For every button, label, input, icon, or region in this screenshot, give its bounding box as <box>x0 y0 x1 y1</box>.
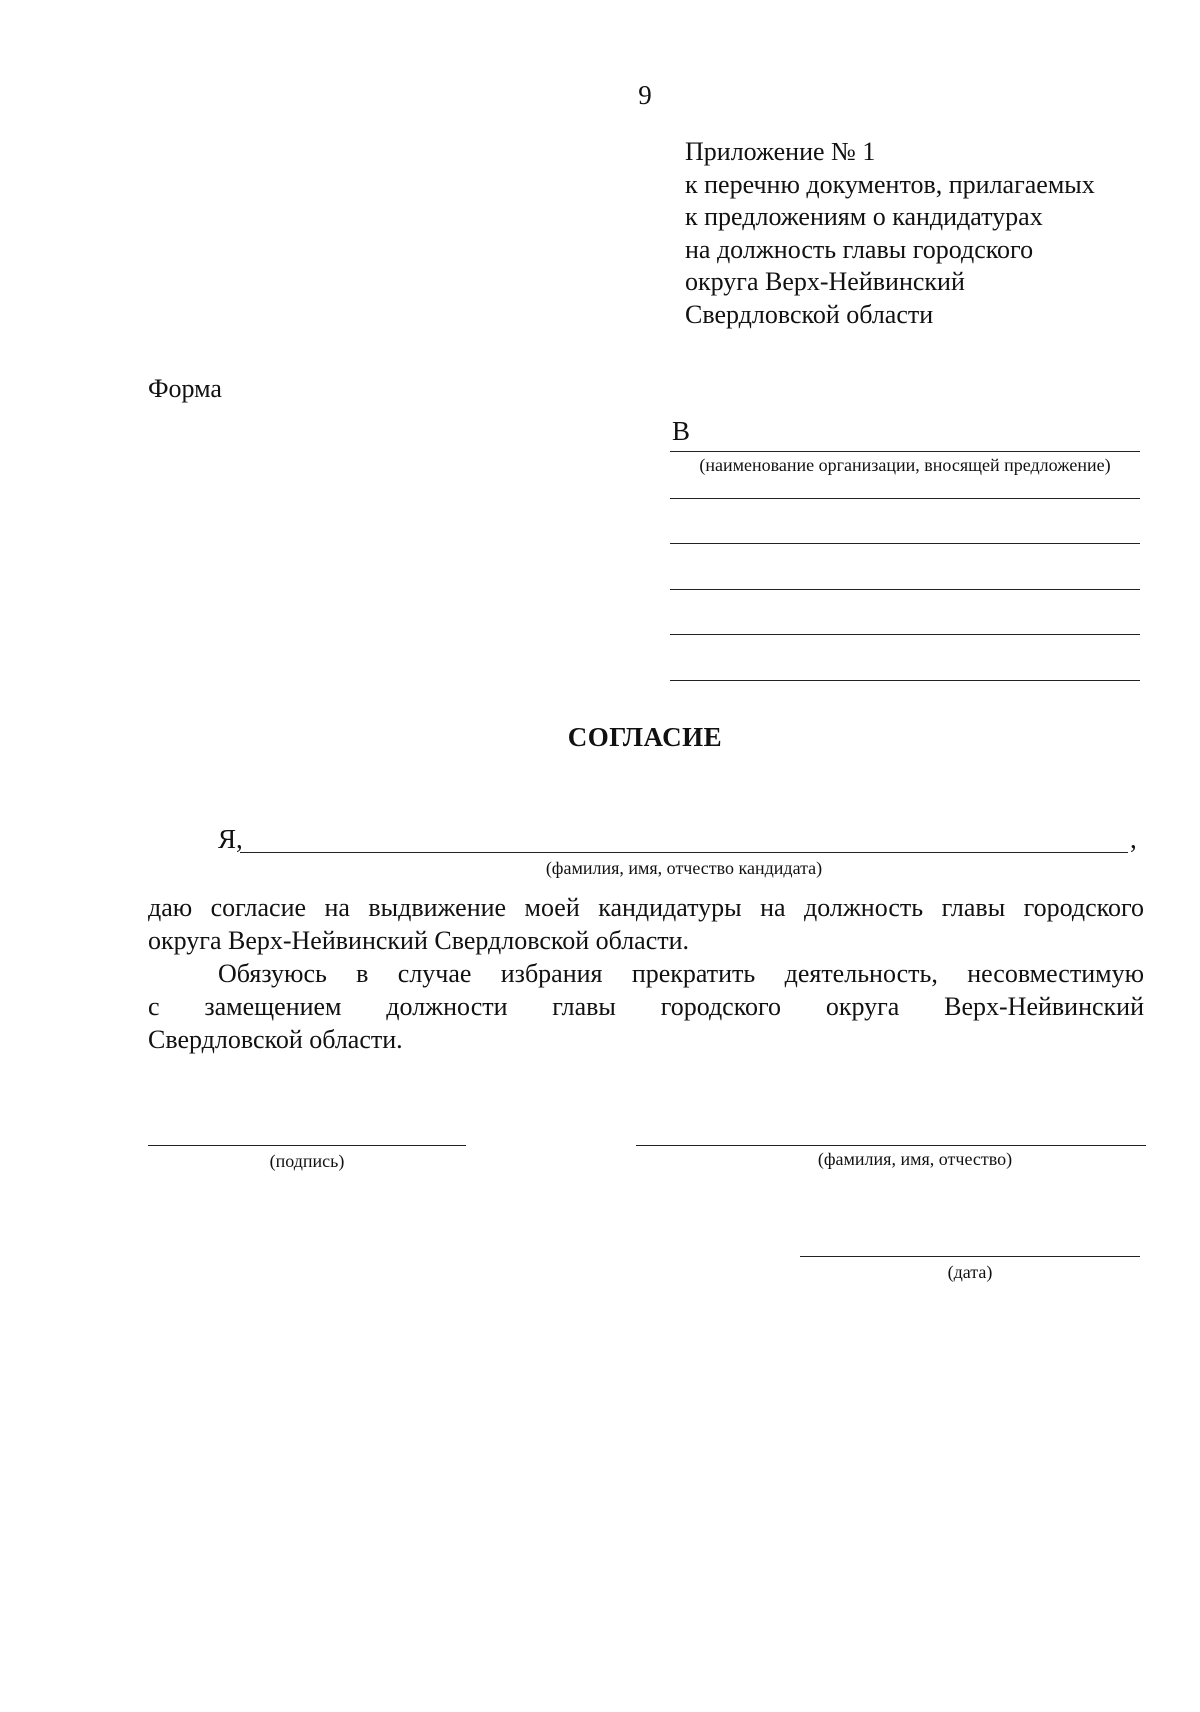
consent-text-line: округа Верх-Нейвинский Свердловской области. <box>148 926 690 955</box>
signature-caption: (подпись) <box>269 1151 345 1171</box>
full-name-field-line[interactable] <box>636 1145 1146 1146</box>
candidate-name-field-line[interactable] <box>240 852 1128 853</box>
addressee-caption: (наименование организации, вносящей предложение) <box>699 455 1111 475</box>
appendix-line: на должность главы городского <box>685 234 1034 264</box>
consent-text-line: даю согласие на выдвижение моей кандидатуры на должность главы городского <box>148 893 1144 922</box>
addressee-field-line[interactable] <box>670 451 1140 452</box>
appendix-line: Приложение № 1 <box>685 137 876 166</box>
candidate-name-caption: (фамилия, имя, отчество кандидата) <box>545 858 823 878</box>
date-caption: (дата) <box>947 1262 993 1282</box>
document-title: СОГЛАСИЕ <box>567 722 723 752</box>
appendix-line: округа Верх-Нейвинский <box>685 267 965 296</box>
obligation-text-line: Свердловской области. <box>148 1025 403 1054</box>
date-field-line[interactable] <box>800 1256 1140 1257</box>
addressee-field-line[interactable] <box>670 634 1140 635</box>
appendix-line: к перечню документов, прилагаемых <box>685 169 1095 199</box>
declarant-prefix: Я, <box>218 824 243 854</box>
appendix-line: Свердловской области <box>685 299 934 329</box>
appendix-line: к предложениям о кандидатурах <box>685 202 1043 231</box>
addressee-field-line[interactable] <box>670 498 1140 499</box>
full-name-caption: (фамилия, имя, отчество) <box>817 1149 1013 1169</box>
appendix-header <box>685 136 1095 331</box>
obligation-text-line: с замещением должности главы городского округа Верх-Нейвинский <box>148 992 1144 1021</box>
signature-field-line[interactable] <box>148 1145 466 1146</box>
addressee-prefix: В <box>672 416 691 446</box>
form-label: Форма <box>148 374 222 403</box>
page-number: 9 <box>638 80 652 110</box>
declarant-suffix: , <box>1130 824 1137 854</box>
addressee-field-line[interactable] <box>670 543 1140 544</box>
addressee-field-line[interactable] <box>670 680 1140 681</box>
addressee-field-line[interactable] <box>670 589 1140 590</box>
obligation-text-line: Обязуюсь в случае избрания прекратить деятельность, несовместимую <box>218 959 1144 988</box>
